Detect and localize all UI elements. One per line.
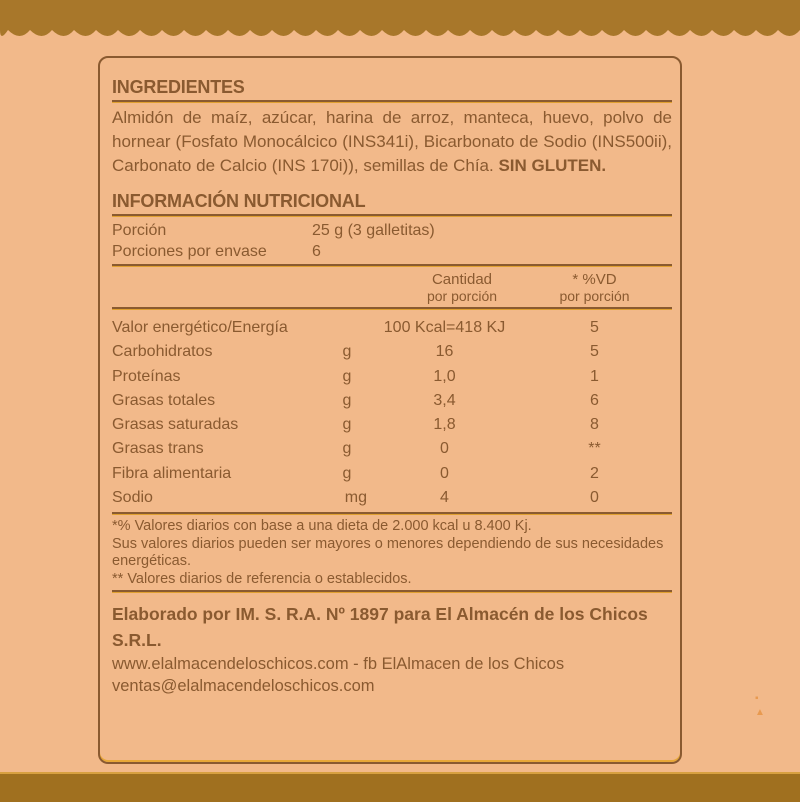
divider xyxy=(112,264,672,267)
website-link[interactable]: www.elalmacendeloschicos.com - fb ElAlmacen de los Chicos xyxy=(112,655,565,674)
table-row: Fibra alimentaria g 0 2 xyxy=(112,464,599,482)
portion-row xyxy=(112,220,672,241)
servings-row xyxy=(112,241,672,262)
manufacturer-line: Elaborado por IM. S. R.A. Nº 1897 para El Almacén de los Chicos S.R.L. xyxy=(112,604,648,651)
table-row: Carbohidratos g 16 5 xyxy=(112,343,599,361)
footnote-reference: ** Valores diarios de referencia o establecidos. xyxy=(112,570,412,587)
footnote-variance: Sus valores diarios pueden ser mayores o menores dependiendo de sus necesidades energéticas. xyxy=(112,535,664,570)
label-content xyxy=(112,76,672,697)
table-header xyxy=(112,271,672,305)
servings-label: Porciones por envase xyxy=(112,243,267,260)
ingredients-title: INGREDIENTES xyxy=(112,77,245,97)
table-row: Grasas trans g 0 ** xyxy=(112,440,601,458)
portion-label: Porción xyxy=(112,222,167,239)
table-row: Sodio mg 4 0 xyxy=(112,489,599,507)
print-marks: ▪ ▲ xyxy=(755,693,765,718)
nutrition-title: INFORMACIÓN NUTRICIONAL xyxy=(112,191,366,211)
divider xyxy=(112,100,672,103)
amount-header: Cantidad xyxy=(431,271,493,288)
divider xyxy=(112,214,672,217)
footnote-daily-values: *% Valores diarios con base a una dieta de 2.000 kcal u 8.400 Kj. xyxy=(112,518,532,535)
scalloped-edge xyxy=(0,22,800,42)
servings-value: 6 xyxy=(312,243,321,260)
table-row: Grasas totales g 3,4 6 xyxy=(112,391,599,409)
gluten-free-note: SIN GLUTEN. xyxy=(498,156,607,175)
table-row: Proteínas g 1,0 1 xyxy=(112,367,599,385)
vd-subheader: por porción xyxy=(559,288,630,304)
ingredients-text xyxy=(112,106,672,178)
divider xyxy=(112,307,672,310)
table-row: Valor energético/Energía 100 Kcal=418 KJ 5 xyxy=(112,319,599,336)
bottom-decorative-band xyxy=(0,772,800,802)
ingredients-list: Almidón de maíz, azúcar, harina de arroz, manteca, huevo, polvo de hornear (Fosfato Monocálcico (INS341i), Bicarbonato de Sodio (INS500ii), Carbonato de Calcio (INS 170i)), semillas de Chía. xyxy=(112,108,672,175)
vd-header: * %VD xyxy=(572,271,617,288)
portion-value: 25 g (3 galletitas) xyxy=(312,222,435,239)
amount-subheader: por porción xyxy=(426,288,498,304)
table-row: Grasas saturadas g 1,8 8 xyxy=(112,416,599,434)
divider xyxy=(112,590,672,593)
divider xyxy=(112,512,672,515)
email-link[interactable]: ventas@elalmacendeloschicos.com xyxy=(112,677,375,696)
